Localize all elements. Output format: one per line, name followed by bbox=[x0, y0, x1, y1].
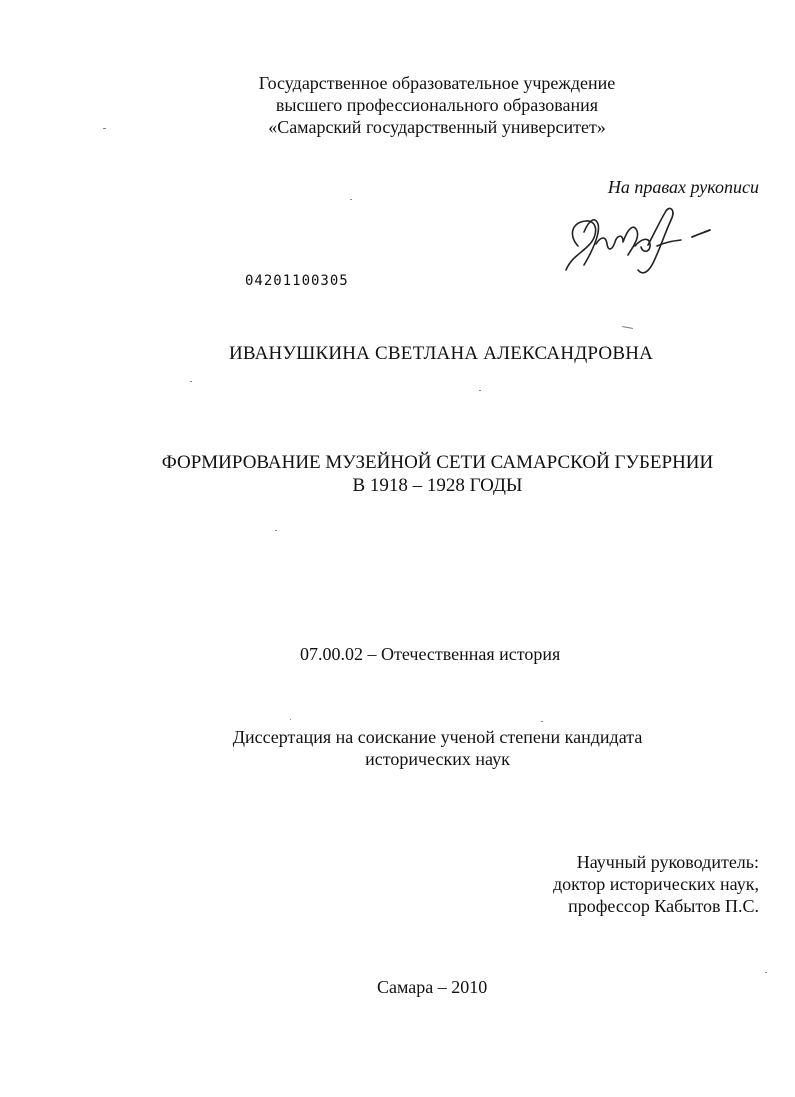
scan-speck bbox=[622, 326, 633, 329]
scan-speck bbox=[479, 390, 481, 391]
scan-speck bbox=[765, 972, 767, 973]
place-year: Самара – 2010 bbox=[377, 977, 488, 997]
rights-note: На правах рукописи bbox=[607, 177, 759, 197]
dissertation-line-2: исторических наук bbox=[365, 749, 510, 769]
specialty-code: 07.00.02 – Отечественная история bbox=[300, 644, 561, 664]
scan-speck bbox=[350, 199, 352, 200]
dissertation-line-1: Диссертация на соискание ученой степени кандидата bbox=[232, 727, 643, 747]
title-line-1: ФОРМИРОВАНИЕ МУЗЕЙНОЙ СЕТИ САМАРСКОЙ ГУБЕРНИИ bbox=[161, 452, 714, 473]
institution-line-1: Государственное образовательное учреждение bbox=[258, 73, 616, 93]
registration-number: 04201100305 bbox=[245, 273, 349, 289]
handwritten-signature bbox=[560, 203, 730, 283]
scan-speck bbox=[290, 719, 291, 720]
institution-line-3: «Самарский государственный университет» bbox=[268, 117, 606, 137]
supervisor-block bbox=[553, 851, 759, 917]
supervisor-degree: доктор исторических наук, bbox=[553, 874, 759, 894]
scan-speck bbox=[541, 721, 543, 722]
supervisor-name: профессор Кабытов П.С. bbox=[568, 896, 759, 916]
scan-speck bbox=[103, 128, 106, 129]
institution-line-2: высшего профессионального образования bbox=[275, 95, 599, 115]
title-line-2: В 1918 – 1928 ГОДЫ bbox=[352, 475, 523, 496]
supervisor-role: Научный руководитель: bbox=[576, 852, 759, 872]
author-name: ИВАНУШКИНА СВЕТЛАНА АЛЕКСАНДРОВНА bbox=[229, 343, 654, 364]
scan-speck bbox=[190, 381, 192, 382]
scan-speck bbox=[275, 530, 277, 531]
